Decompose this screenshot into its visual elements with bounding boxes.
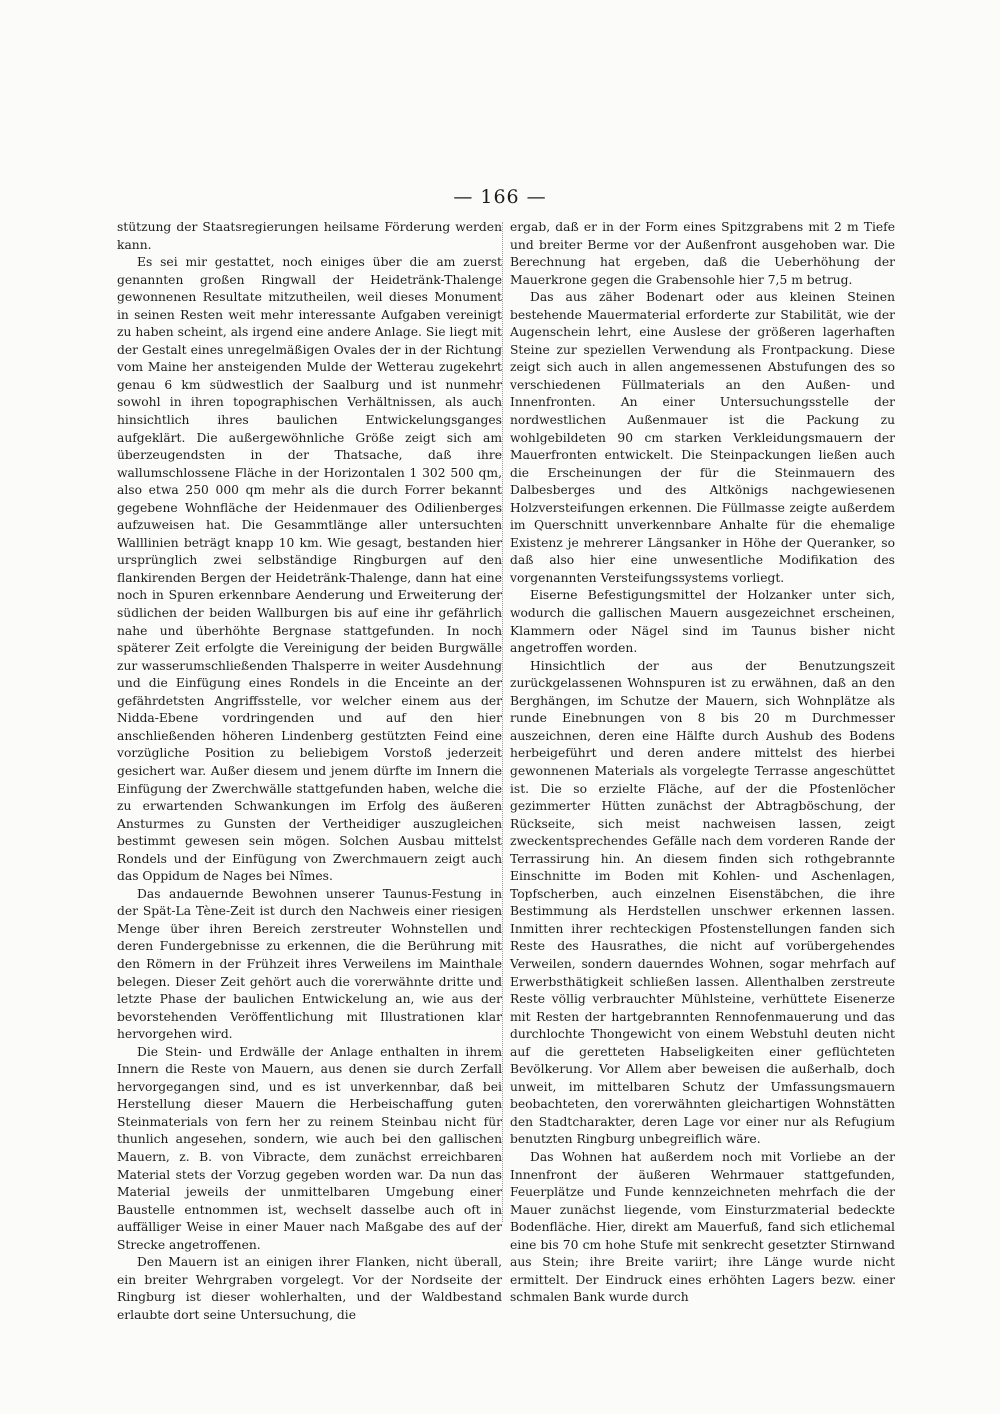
paragraph: Eiserne Befestigungsmittel der Holzanker unter sich, wodurch die gallischen Mauern ausgezeichnet erscheinen, Klammern oder Nägel sind im Taunus bisher nicht angetroffen worden. (510, 588, 895, 656)
paragraph: stützung der Staatsregierungen heilsame Förderung werden kann. (117, 220, 502, 252)
paragraph: Es sei mir gestattet, noch einiges über die am zuerst genannten großen Ringwall der Heidetränk-Thalenge gewonnenen Resultate mitzutheilen, weil dieses Monument in seinen Resten weit mehr interessante Aufgaben vereinigt zu haben scheint, als irgend eine andere Anlage. Sie liegt mit der Gestalt eines unregelmäßigen Ovales der in der Richtung vom Maine her ansteigenden Mulde der Wetterau zugekehrt genau 6 km südwestlich der Saalburg und ist nunmehr sowohl in ihren topographischen Verhältnissen, als auch hinsichtlich ihres baulichen Entwickelungsganges aufgeklärt. Die außergewöhnliche Größe zeigt sich am überzeugendsten in der Thatsache, daß ihre wallumschlossene Fläche in der Horizontalen 1 302 500 qm, also etwa 250 000 qm mehr als die durch Forrer bekannt gegebene Wohnfläche der Heidenmauer des Odilienberges aufzuweisen hat. Die Gesammtlänge aller untersuchten Walllinien beträgt knapp 10 km. Wie gesagt, bestanden hier ursprünglich zwei selbständige Ringburgen auf den flankirenden Bergen der Heidetränk-Thalenge, dann hat eine noch in Spuren erkennbare Aenderung und Erweiterung der südlichen der beiden Wallburgen bis auf eine ihr gefährlich nahe und überhöhte Bergnase stattgefunden. In noch späterer Zeit erfolgte die Vereinigung der beiden Burgwälle zur wasserumschließenden Thalsperre in weiter Ausdehnung und die Einfügung eines Rondels in die Enceinte an der gefährdetsten Angriffsstelle, vor welcher einem aus der Nidda-Ebene vordringenden und auf den hier anschließenden höheren Lindenberg gestützten Feind eine vorzügliche Position zu beliebigem Vorstoß jederzeit gesichert war. Außer diesem und jenem dürfte im Innern die Einfügung der Zwerchwälle stattgefunden haben, welche die zu erwartenden Schwankungen im Erfolg des äußeren Ansturmes zu Gunsten der Vertheidiger auszugleichen bestimmt gewesen sein mögen. Solchen Ausbau mittelst Rondels und der Einfügung von Zwerchmauern zeigt auch das Oppidum de Nages bei Nîmes. (117, 255, 502, 884)
paragraph: Den Mauern ist an einigen ihrer Flanken, nicht überall, ein breiter Wehrgraben vorgelegt. Vor der Nordseite der Ringburg ist dieser wohlerhalten, und der Waldbestand erlaubte dort seine Untersuchung, die (117, 1255, 502, 1322)
right-column (510, 219, 895, 1307)
paragraph: Das Wohnen hat außerdem noch mit Vorliebe an der Innenfront der äußeren Wehrmauer stattgefunden, Feuerplätze und Funde kennzeichneten mehrfach die der Mauer zunächst liegende, vom Einsturzmaterial bedeckte Bodenfläche. Hier, direkt am Mauerfuß, fand sich etlichemal eine bis 70 cm hohe Stufe mit senkrecht gesetzter Stirnwand aus Stein; ihre Breite variirt; ihre Länge wurde nicht ermittelt. Der Eindruck eines erhöhten Lagers bezw. einer schmalen Bank wurde durch (510, 1149, 895, 1305)
paragraph: Das aus zäher Bodenart oder aus kleinen Steinen bestehende Mauermaterial erforderte zur Stabilität, wie der Augenschein lehrt, eine Auslese der größeren lagerhaften Steine zur speziellen Verwendung als Frontpackung. Diese zeigt sich auch in allen angemessenen Abstufungen des so verschiedenen Füllmaterials an den Außen- und Innenfronten. An einer Untersuchungsstelle der nordwestlichen Außenmauer ist die Packung zu wohlgebildeten 90 cm starken Verkleidungsmauern der Mauerfronten entwickelt. Die Steinpackungen ließen auch die Erscheinungen der für die Steinmauern des Dalbesberges und des Altkönigs nachgewiesenen Holzversteifungen erkennen. Die Füllmasse zeigte außerdem im Querschnitt unverkennbare Anhalte für die ehemalige Existenz je mehrerer Längsanker in Höhe der Queranker, so daß also hier eine unwesentliche Modifikation des vorgenannten Versteifungssystems vorliegt. (510, 290, 895, 585)
paragraph: Die Stein- und Erdwälle der Anlage enthalten in ihrem Innern die Reste von Mauern, aus denen sie durch Zerfall hervorgegangen sind, und es ist unverkennbar, daß bei Herstellung dieser Mauern die Herbeischaffung guten Steinmaterials von fern her zu reinem Steinbau nicht für thunlich angesehen, sondern, wie auch bei den gallischen Mauern, z. B. von Vibracte, dem zunächst erreichbaren Material stets der Vorzug gegeben worden war. Da nun das Material jeweils der unmittelbaren Umgebung einer Baustelle entnommen ist, wechselt dasselbe auch oft in auffälliger Weise in einer Mauer nach Maßgabe des auf der Strecke angetroffenen. (117, 1044, 502, 1252)
paragraph: Das andauernde Bewohnen unserer Taunus-Festung in der Spät-La Tène-Zeit ist durch den Nachweis einer riesigen Menge über ihren Bereich zerstreuter Wohnstellen und deren Fundergebnisse zu erkennen, die die Berührung mit den Römern in der Frühzeit ihres Verweilens im Mainthale belegen. Dieser Zeit gehört auch die vorerwähnte dritte und letzte Phase der baulichen Entwickelung an, wie aus der bevorstehenden Veröffentlichung mit Illustrationen klar hervorgehen wird. (117, 886, 502, 1042)
paragraph: Hinsichtlich der aus der Benutzungszeit zurückgelassenen Wohnspuren ist zu erwähnen, daß an den Berghängen, im Schutze der Mauern, sich Wohnplätze als runde Einebnungen von 8 bis 20 m Durchmesser auszeichnen, deren eine Hälfte durch Aushub des Bodens herbeigeführt und deren andere mittelst des hierbei gewonnenen Materials als vorgelegte Terrasse angeschüttet ist. Die so erzielte Fläche, auf der die Pfostenlöcher gezimmerter Hütten zunächst der Abtragböschung, der Rückseite, sich meist nachweisen lassen, zeigt zweckentsprechendes Gefälle nach dem vorderen Rande der Terrassirung hin. An diesem finden sich rothgebrannte Einschnitte im Boden mit Kohlen- und Aschenlagen, Topfscherben, auch einzelnen Eisenstäbchen, die ihre Bestimmung als Herdstellen unschwer erkennen lassen. Inmitten ihrer rechteckigen Pfostenstellungen fanden sich Reste des Hausrathes, die nicht auf vorübergehendes Verweilen, sondern dauerndes Wohnen, sogar mehrfach auf Erwerbsthätigkeit schließen lassen. Allenthalben zerstreute Reste völlig verbrauchter Mühlsteine, verhüttete Eisenerze mit Resten der hartgebrannten Rennofenmauerung und das durchlochte Thongewicht von einem Webstuhl deuten nicht auf die geretteten Habseligkeiten einer geflüchteten Bevölkerung. Vor Allem aber beweisen die außerhalb, doch unweit, im mittelbaren Schutz der Umfassungsmauern beobachteten, den vorerwähnten gleichartigen Wohnstätten den Stadtcharakter, deren Lage vor einer nur als Refugium benutzten Ringburg unbegreiflich wäre. (510, 658, 895, 1147)
left-column (117, 219, 502, 1324)
paragraph: ergab, daß er in der Form eines Spitzgrabens mit 2 m Tiefe und breiter Berme vor der Außenfront ausgehoben war. Die Berechnung hat ergeben, daß die Ueberhöhung der Mauerkrone gegen die Grabensohle hier 7,5 m betrug. (510, 220, 895, 287)
page-number: — 166 — (453, 186, 547, 208)
column-divider (502, 222, 503, 1222)
